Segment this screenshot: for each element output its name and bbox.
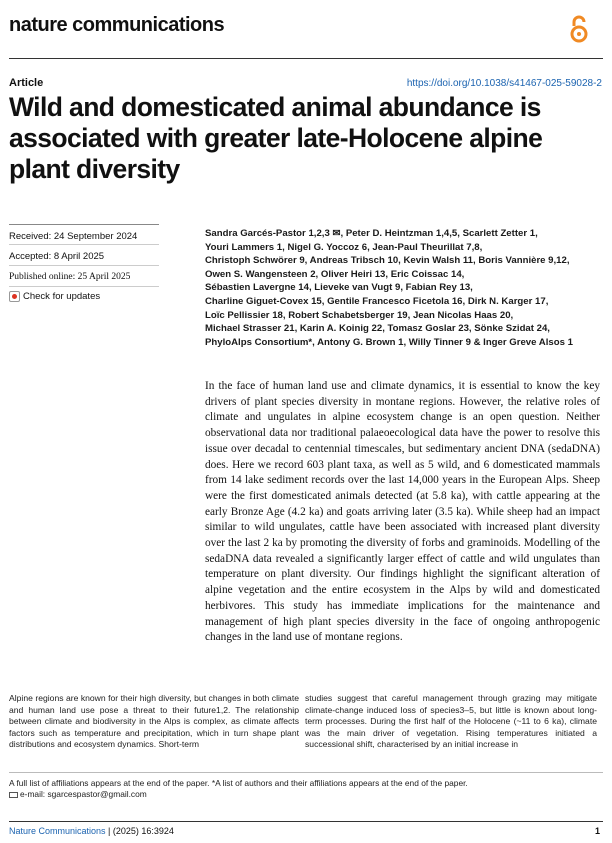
author-line: Christoph Schwörer 9, Andreas Tribsch 10, Kevin Walsh 11, Boris Vannière 9,12, [205, 255, 570, 267]
author-line: Loïc Pellissier 18, Robert Schabetsberger 19, Jean Nicolas Haas 20, [205, 309, 514, 321]
body-column-left: Alpine regions are known for their high diversity, but changes in both climate and human land use pose a threat to their future1,2. The relationship between climate and biodiversity in the Alps is complex, as climate affects factors such as temperature and precipitation, which in turn shape plant distributions and ecosystem dynamics. Short-term [9, 693, 299, 750]
author-line: Youri Lammers 1, Nigel G. Yoccoz 6, Jean-Paul Theurillat 7,8, [205, 241, 483, 253]
body-column-right: studies suggest that careful management through grazing may mitigate climate-change induced loss of species3–5, but little is known about long-term processes. During the first half of the Holocene (~11 to 6 ka), climate was the main driver of vegetation. Rising temperatures initiated a successional shift, characterised by an initial increase in [305, 693, 597, 750]
page-number: 1 [594, 826, 600, 836]
footer-volume: | (2025) 16:3924 [105, 826, 174, 836]
check-for-updates-button[interactable] [9, 287, 159, 302]
received-date: Received: 24 September 2024 [9, 224, 159, 245]
published-date: Published online: 25 April 2025 [9, 266, 159, 287]
author-line: Charline Giguet-Covex 15, Gentile Francesco Ficetola 16, Dirk N. Karger 17, [205, 295, 549, 307]
email-text: e-mail: sgarcespastor@gmail.com [20, 789, 147, 799]
affiliations-note: A full list of affiliations appears at the end of the paper. *A list of authors and their affiliations appears at the end of the paper. [9, 778, 468, 788]
doi-link[interactable]: https://doi.org/10.1038/s41467-025-59028-2 [406, 78, 602, 89]
article-dates [9, 224, 159, 302]
abstract [205, 379, 600, 646]
footer-rule [9, 821, 603, 822]
author-line: PhyloAlps Consortium*, Antony G. Brown 1, Willy Tinner 9 & Inger Greve Alsos 1 [205, 336, 573, 348]
open-access-icon[interactable] [568, 14, 590, 44]
author-line: Michael Strasser 21, Karin A. Koinig 22, Tomasz Goslar 23, Sönke Szidat 24, [205, 323, 550, 335]
footnotes [9, 778, 468, 800]
author-list [205, 227, 600, 349]
corresponding-email[interactable] [9, 789, 468, 800]
article-type: Article [9, 77, 44, 89]
author-line: Sébastien Lavergne 14, Lieveke van Vugt 9, Fabian Rey 13, [205, 282, 473, 294]
journal-name: nature communications [9, 14, 225, 36]
header-rule [9, 58, 603, 59]
accepted-date: Accepted: 8 April 2025 [9, 245, 159, 266]
author-line: Owen S. Wangensteen 2, Oliver Heiri 13, Eric Coissac 14, [205, 268, 465, 280]
check-updates-icon [9, 291, 20, 302]
article-title: Wild and domesticated animal abundance is associated with greater late-Holocene alpine plant diversity [9, 92, 543, 184]
footnote-rule [9, 772, 603, 773]
abstract-text: In the face of human land use and climate dynamics, it is essential to know the key drivers of plant species diversity in montane regions. However, the relative roles of climate and ungulates in alpine ecosystem change is an open question. Neither observational data nor traditional palaeoecological data have the power to resolve this issue over decadal to centennial timescales, but sedimentary ancient DNA (sedaDNA) does. Here we record 603 plant taxa, as well as 5 wild, and 6 domesticated mammals from 14 lake sediment records over the last 14,000 years in the European Alps. Sheep were the first domesticated animals detected (at 5.8 ka), with cattle appearing at the early Bronze Age (4.2 ka) and goats arriving later (3.5 ka). While sheep had an impact similar to wild ungulates, cattle have been associated with increased plant diversity over the last 2 ka by promoting the diversity of forbs and graminoids. Modelling of the sedaDNA data revealed a significantly larger effect of cattle and wild ungulates than temperature on plant diversity. Our findings highlight the significant alteration of alpine vegetation and the entire ecosystem in the Alps by wild and domesticated herbivores. This study has immediate implications for the maintenance and management of high plant species diversity in the face of ongoing anthropogenic changes in the land use of montane regions. [205, 380, 600, 644]
footer-citation [9, 826, 174, 836]
author-line: Sandra Garcés-Pastor 1,2,3 ✉, Peter D. Heintzman 1,4,5, Scarlett Zetter 1, [205, 228, 538, 239]
footer-journal[interactable]: Nature Communications [9, 826, 106, 836]
check-updates-label: Check for updates [23, 291, 101, 302]
mail-icon [9, 792, 18, 798]
